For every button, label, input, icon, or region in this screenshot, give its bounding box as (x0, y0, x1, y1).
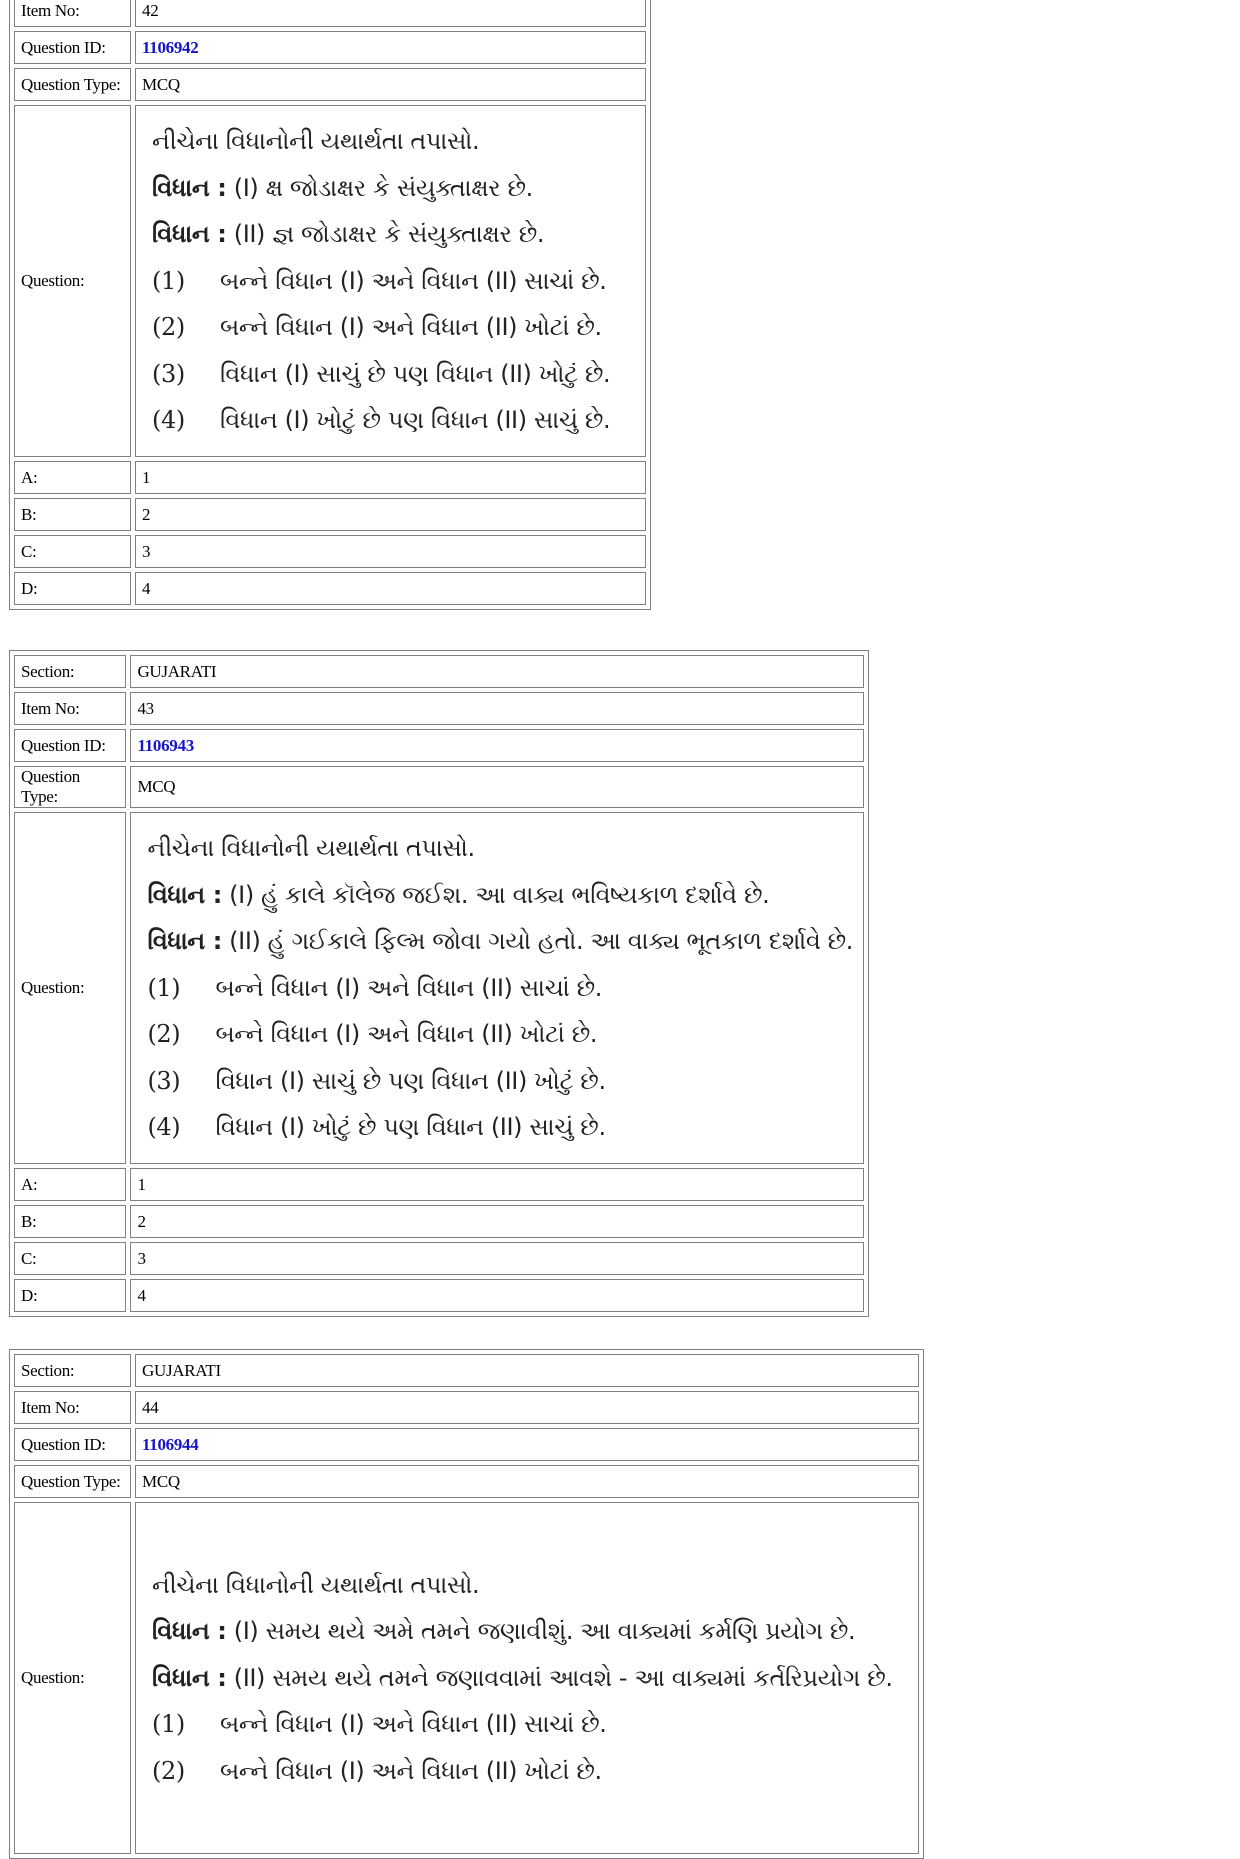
question-id: 1106944 (142, 1434, 199, 1454)
question-intro: નીચેના વિધાનોની યથાર્થતા તપાસો. (152, 127, 480, 156)
section-value: GUJARATI (135, 1354, 919, 1387)
answer-b-value: 2 (130, 1205, 864, 1238)
option-text: બન્ને વિધાન (I) અને વિધાન (II) સાચાં છે. (215, 973, 602, 1002)
option-number: (4) (152, 406, 185, 435)
option-2 (147, 1011, 853, 1058)
answer-b-label: B: (14, 1205, 126, 1238)
statement-text: (II) હું ગઈકાલે ફિલ્મ જોવા ગયો હતો. આ વાક્ય ભૂતકાળ દર્શાવે છે. (229, 927, 853, 956)
option-text: વિધાન (I) સાચું છે પણ વિધાન (II) ખોટું છે. (220, 359, 611, 388)
question-label: Question: (14, 1502, 131, 1854)
question-id-label: Question ID: (14, 729, 126, 762)
option-text: બન્ને વિધાન (I) અને વિધાન (II) ખોટાં છે. (220, 313, 602, 342)
section-label: Section: (14, 1354, 131, 1387)
question-id-value (135, 1428, 919, 1461)
statement-label: વિધાન : (152, 1663, 227, 1692)
question-type-value: MCQ (130, 766, 864, 808)
option-number: (1) (152, 266, 185, 295)
statement-text: (I) ક્ષ જોડાક્ષર કે સંયુક્તાક્ષર છે. (233, 173, 533, 202)
item-no-value: 44 (135, 1391, 919, 1424)
statement-label: વિધાન : (147, 880, 222, 909)
option-1 (152, 258, 635, 305)
question-id: 1106942 (142, 37, 199, 57)
option-3 (147, 1058, 853, 1105)
question-type-label: Question Type: (14, 1465, 131, 1498)
answer-d-label: D: (14, 572, 131, 605)
item-no-label: Item No: (14, 1391, 131, 1424)
answer-d-value: 4 (130, 1279, 864, 1312)
question-card-44 (9, 1349, 924, 1859)
option-number: (2) (147, 1020, 181, 1049)
option-1 (152, 1701, 908, 1748)
option-1 (147, 965, 853, 1012)
option-text: બન્ને વિધાન (I) અને વિધાન (II) ખોટાં છે. (220, 1756, 602, 1785)
answer-a-value: 1 (135, 461, 646, 494)
question-body (135, 1502, 919, 1854)
option-2 (152, 304, 635, 351)
statement-2 (152, 211, 635, 258)
answer-a-label: A: (14, 1168, 126, 1201)
question-label: Question: (14, 812, 126, 1164)
question-intro: નીચેના વિધાનોની યથાર્થતા તપાસો. (152, 1570, 480, 1599)
question-card-42 (9, 0, 651, 610)
question-id-label: Question ID: (14, 1428, 131, 1461)
statement-label: વિધાન : (152, 173, 227, 202)
option-number: (2) (152, 313, 185, 342)
statement-label: વિધાન : (152, 220, 227, 249)
option-text: બન્ને વિધાન (I) અને વિધાન (II) સાચાં છે. (220, 266, 607, 295)
statement-1 (152, 1608, 908, 1655)
option-text: બન્ને વિધાન (I) અને વિધાન (II) ખોટાં છે. (215, 1020, 598, 1049)
answer-b-label: B: (14, 498, 131, 531)
statement-label: વિધાન : (147, 927, 222, 956)
statement-2 (147, 918, 853, 965)
option-number: (4) (147, 1113, 181, 1142)
question-type-value: MCQ (135, 1465, 919, 1498)
statement-2 (152, 1655, 908, 1702)
option-text: વિધાન (I) ખોટું છે પણ વિધાન (II) સાચું છે. (220, 406, 611, 435)
statement-text: (II) સમય થયે તમને જણાવવામાં આવશે - આ વાક્યમાં કર્તરિપ્રયોગ છે. (233, 1663, 893, 1692)
statement-text: (II) જ્ઞ જોડાક્ષર કે સંયુક્તાક્ષર છે. (233, 220, 545, 249)
option-text: વિધાન (I) ખોટું છે પણ વિધાન (II) સાચું છે. (215, 1113, 606, 1142)
question-id-value (135, 31, 646, 64)
statement-text: (I) હું કાલે કૉલેજ જઈશ. આ વાક્ય ભવિષ્યકાળ દર્શાવે છે. (229, 880, 770, 909)
answer-c-label: C: (14, 535, 131, 568)
question-type-label: Question Type: (14, 766, 126, 808)
answer-c-label: C: (14, 1242, 126, 1275)
option-number: (1) (147, 973, 181, 1002)
statement-1 (152, 165, 635, 212)
question-id-label: Question ID: (14, 31, 131, 64)
answer-b-value: 2 (135, 498, 646, 531)
item-no-label: Item No: (14, 0, 131, 27)
statement-label: વિધાન : (152, 1617, 227, 1646)
item-no-label: Item No: (14, 692, 126, 725)
question-id: 1106943 (137, 735, 194, 755)
option-number: (2) (152, 1756, 185, 1785)
option-number: (3) (147, 1066, 181, 1095)
option-number: (1) (152, 1710, 185, 1739)
question-id-value (130, 729, 864, 762)
question-type-label: Question Type: (14, 68, 131, 101)
question-body (135, 105, 646, 457)
option-text: વિધાન (I) સાચું છે પણ વિધાન (II) ખોટું છે. (215, 1066, 606, 1095)
answer-c-value: 3 (135, 535, 646, 568)
option-4 (147, 1104, 853, 1151)
option-number: (3) (152, 359, 185, 388)
item-no-value: 42 (135, 0, 646, 27)
answer-a-value: 1 (130, 1168, 864, 1201)
statement-1 (147, 872, 853, 919)
answer-d-label: D: (14, 1279, 126, 1312)
answer-a-label: A: (14, 461, 131, 494)
answer-c-value: 3 (130, 1242, 864, 1275)
statement-text: (I) સમય થયે અમે તમને જણાવીશું. આ વાક્યમાં કર્મણિ પ્રયોગ છે. (233, 1617, 856, 1646)
answer-d-value: 4 (135, 572, 646, 605)
item-no-value: 43 (130, 692, 864, 725)
option-3 (152, 351, 635, 398)
question-body (130, 812, 864, 1164)
section-value: GUJARATI (130, 655, 864, 688)
question-card-43 (9, 650, 869, 1317)
question-intro: નીચેના વિધાનોની યથાર્થતા તપાસો. (147, 834, 475, 863)
section-label: Section: (14, 655, 126, 688)
question-label: Question: (14, 105, 131, 457)
option-4 (152, 397, 635, 444)
question-type-value: MCQ (135, 68, 646, 101)
option-text: બન્ને વિધાન (I) અને વિધાન (II) સાચાં છે. (220, 1710, 607, 1739)
